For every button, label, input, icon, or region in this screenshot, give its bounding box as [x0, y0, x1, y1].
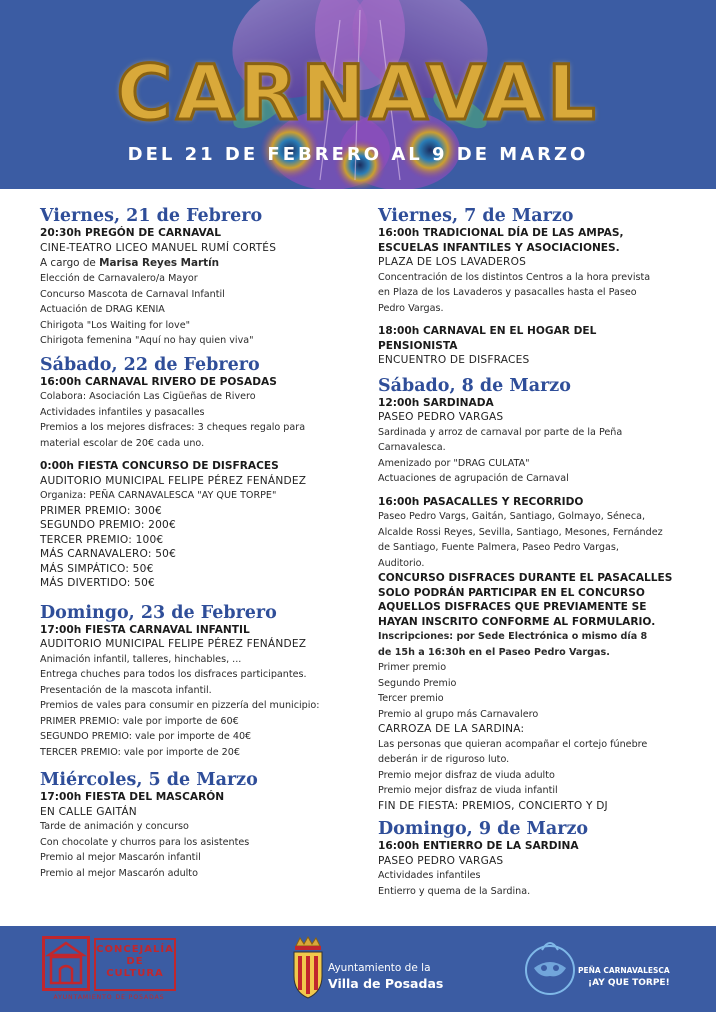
prize-item: PRIMER PREMIO: 300€ [40, 504, 162, 517]
day-heading: Viernes, 7 de Marzo [378, 206, 574, 226]
carroza-title: CARROZA DE LA SARDINA: [378, 723, 525, 735]
list-item: Premio al mejor Mascarón adulto [40, 867, 198, 879]
page-title: CARNAVAL [116, 48, 600, 137]
notice-line: HAYAN INSCRITO CONFORME AL FORMULARIO. [378, 615, 656, 628]
prize-item: MÁS CARNAVALERO: 50€ [40, 548, 177, 560]
cultura-logo-text: CONCEJALÍA DE CULTURA [94, 938, 176, 991]
pena-logo-line1: PEÑA CARNAVALESCA [578, 966, 670, 975]
pena-logo-line2: ¡AY QUE TORPE! [588, 978, 670, 988]
list-item: Paseo Pedro Vargs, Gaitán, Santiago, Golmayo, Séneca, [378, 511, 646, 522]
prize-item: Segundo Premio [378, 677, 457, 689]
event-title: 16:00h ENTIERRO DE LA SARDINA [378, 840, 579, 852]
event-title: 12:00h SARDINADA [378, 396, 494, 409]
list-item: Chirigota femenina "Aquí no hay quien viva" [40, 335, 254, 346]
day-heading: Miércoles, 5 de Marzo [40, 770, 258, 790]
list-item: Las personas que quieran acompañar el cortejo fúnebre [378, 738, 648, 750]
event-place: EN CALLE GAITÁN [40, 805, 137, 818]
prize-item: MÁS SIMPÁTICO: 50€ [40, 562, 154, 575]
list-item: Concentración de los distintos Centros a la hora prevista [378, 271, 651, 283]
cargo-name: Marisa Reyes Martín [99, 257, 220, 269]
fin-de-fiesta: FIN DE FIESTA: PREMIOS, CONCIERTO Y DJ [378, 799, 608, 812]
event-place: CINE-TEATRO LICEO MANUEL RUMÍ CORTÉS [40, 241, 277, 254]
coat-of-arms-icon [290, 936, 326, 1000]
event-place: ENCUENTRO DE DISFRACES [378, 354, 530, 366]
event-place: AUDITORIO MUNICIPAL FELIPE PÉREZ FENÁNDEZ [40, 474, 307, 487]
prize-item: TERCER PREMIO: vale por importe de 20€ [40, 746, 240, 758]
list-item: Actividades infantiles y pasacalles [40, 406, 205, 418]
building-icon [42, 936, 90, 991]
cultura-logo-subtext: AYUNTAMIENTO DE POSADAS [53, 994, 165, 1001]
list-item: Actividades infantiles [378, 870, 481, 881]
list-item: deberán ir de riguroso luto. [378, 754, 510, 765]
prize-item: PRIMER PREMIO: vale por importe de 60€ [40, 715, 239, 727]
list-item: Entierro y quema de la Sardina. [378, 885, 531, 897]
prize-item: TERCER PREMIO: 100€ [40, 533, 164, 546]
list-item: Tarde de animación y concurso [40, 821, 189, 832]
day-heading: Domingo, 23 de Febrero [40, 602, 277, 623]
notice-line: SOLO PODRÁN PARTICIPAR EN EL CONCURSO [378, 586, 645, 599]
day-heading: Sábado, 22 de Febrero [40, 354, 260, 375]
prize-item: Tercer premio [378, 693, 444, 704]
event-title: 16:00h TRADICIONAL DÍA DE LAS AMPAS, [378, 227, 624, 239]
carnival-mask-icon [524, 934, 576, 1000]
list-item: Pedro Vargas. [378, 302, 444, 314]
villa-posadas-logo [290, 934, 444, 1004]
day-heading: Viernes, 21 de Febrero [40, 206, 263, 226]
list-item: de Santiago, Fuente Palmera, Paseo Pedro Vargas, [378, 542, 619, 553]
list-item: Colabora: Asociación Las Cigüeñas de Rivero [40, 391, 256, 402]
list-item: Carnavalesca. [378, 442, 446, 453]
event-title: ESCUELAS INFANTILES Y ASOCIACIONES. [378, 241, 620, 254]
left-column [40, 206, 340, 881]
event-place: PASEO PEDRO VARGAS [378, 854, 504, 867]
prize-item: SEGUNDO PREMIO: vale por importe de 40€ [40, 731, 252, 742]
villa-logo-line1: Ayuntamiento de la [328, 962, 431, 974]
prize-item: Premio al grupo más Carnavalero [378, 708, 539, 720]
list-item: Premio mejor disfraz de viuda adulto [378, 769, 555, 781]
concejalia-cultura-logo [42, 936, 176, 1000]
event-cargo [40, 255, 340, 271]
list-item: Con chocolate y churros para los asistentes [40, 836, 250, 848]
inscripciones-line: Inscripciones: por Sede Electrónica o mismo día 8 [378, 631, 648, 642]
list-item: Presentación de la mascota infantil. [40, 684, 212, 696]
event-place: AUDITORIO MUNICIPAL FELIPE PÉREZ FENÁNDEZ [40, 638, 307, 650]
list-item: Amenizado por "DRAG CULATA" [378, 457, 530, 469]
list-item: Premios de vales para consumir en pizzería del municipio: [40, 700, 320, 711]
list-item: Auditorio. [378, 557, 425, 569]
event-title: 17:00h FIESTA CARNAVAL INFANTIL [40, 623, 250, 636]
day-heading: Sábado, 8 de Marzo [378, 375, 571, 396]
event-organizer: Organiza: PEÑA CARNAVALESCA "AY QUE TORPE" [40, 490, 277, 501]
event-place: PLAZA DE LOS LAVADEROS [378, 256, 527, 268]
list-item: Alcalde Rossi Reyes, Sevilla, Santiago, Mesones, Fernández [378, 526, 663, 538]
list-item: Premio mejor disfraz de viuda infantil [378, 785, 558, 796]
event-title: 20:30h PREGÓN DE CARNAVAL [40, 227, 221, 239]
list-item: Actuaciones de agrupación de Carnaval [378, 473, 569, 484]
list-item: Premios a los mejores disfraces: 3 cheques regalo para [40, 422, 306, 433]
event-title: 16:00h PASACALLES Y RECORRIDO [378, 495, 584, 508]
footer-banner [0, 926, 716, 1012]
prize-item: SEGUNDO PREMIO: 200€ [40, 519, 176, 531]
prize-item: MÁS DIVERTIDO: 50€ [40, 577, 155, 589]
event-title: 17:00h FIESTA DEL MASCARÓN [40, 791, 225, 803]
list-item: Animación infantil, talleres, hinchables, ... [40, 653, 242, 665]
list-item: Premio al mejor Mascarón infantil [40, 852, 201, 863]
list-item: Chirigota "Los Waiting for love" [40, 319, 191, 331]
notice-line: CONCURSO DISFRACES DURANTE EL PASACALLES [378, 572, 673, 584]
list-item: Sardinada y arroz de carnaval por parte de la Peña [378, 426, 623, 438]
list-item: Elección de Carnavalero/a Mayor [40, 273, 198, 284]
list-item: material escolar de 20€ cada uno. [40, 437, 205, 449]
cargo-prefix: A cargo de [40, 257, 100, 269]
villa-logo-line2: Villa de Posadas [328, 976, 444, 991]
right-column [378, 206, 688, 899]
event-title: PENSIONISTA [378, 339, 458, 352]
event-title: 18:00h CARNAVAL EN EL HOGAR DEL [378, 325, 597, 337]
notice-line: AQUELLOS DISFRACES QUE PREVIAMENTE SE [378, 601, 647, 613]
header-banner [0, 0, 716, 189]
list-item: Entrega chuches para todos los disfraces participantes. [40, 669, 307, 680]
prize-item: Primer premio [378, 662, 447, 673]
inscripciones-line: de 15h a 16:30h en el Paseo Pedro Vargas. [378, 646, 610, 658]
list-item: en Plaza de los Lavaderos y pasacalles hasta el Paseo [378, 287, 637, 298]
day-heading: Domingo, 9 de Marzo [378, 819, 589, 839]
list-item: Concurso Mascota de Carnaval Infantil [40, 288, 225, 300]
event-title: 0:00h FIESTA CONCURSO DE DISFRACES [40, 460, 279, 472]
date-range: DEL 21 DE FEBRERO AL 9 DE MARZO [127, 144, 589, 165]
list-item: Actuación de DRAG KENIA [40, 304, 165, 315]
event-place: PASEO PEDRO VARGAS [378, 411, 504, 423]
event-title: 16:00h CARNAVAL RIVERO DE POSADAS [40, 375, 277, 388]
pena-carnavalesca-logo [524, 934, 684, 1004]
